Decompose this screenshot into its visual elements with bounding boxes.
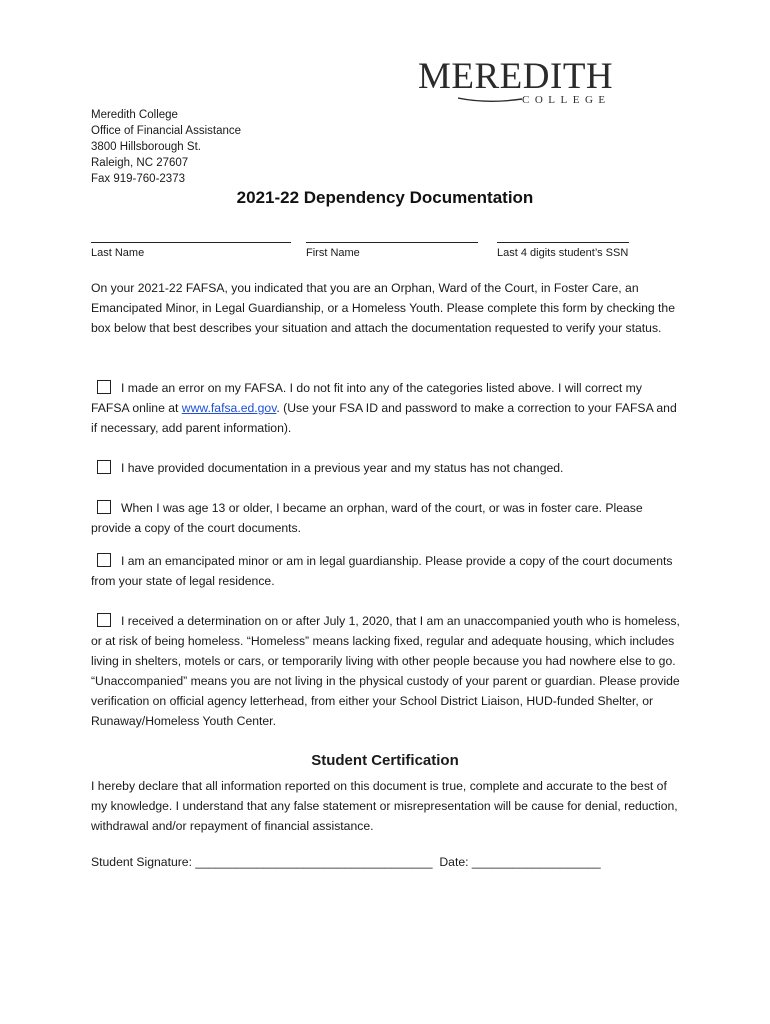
first-name-line[interactable] — [306, 236, 478, 243]
error-checkbox[interactable] — [97, 380, 111, 394]
last-name-label: Last Name — [91, 247, 145, 259]
fafsa-link[interactable]: www.fafsa.ed.gov — [181, 401, 277, 415]
address-line: Office of Financial Assistance — [91, 125, 241, 137]
certification-text: I hereby declare that all information reported on this document is true, complete and accurate to the best of my knowledge. I understand that any false statement or misrepresentation will be cause for denial, reduction, withdrawal and/or repayment of financial assistance. — [91, 779, 678, 833]
orphan-checkbox[interactable] — [97, 500, 111, 514]
ssn-field[interactable] — [497, 236, 629, 259]
option-error — [91, 378, 681, 438]
meredith-college-logo — [418, 58, 633, 108]
first-name-label: First Name — [306, 247, 360, 259]
option-error-text: I made an error on my FAFSA. I do not fit into any of the categories listed above. I will correct my FAFSA online at — [91, 381, 642, 415]
first-name-field[interactable] — [306, 236, 478, 259]
homeless-checkbox[interactable] — [97, 613, 111, 627]
ssn-label: Last 4 digits student’s SSN — [497, 247, 629, 259]
date-line[interactable]: ___________________ — [471, 855, 601, 869]
signature-line[interactable]: ___________________________________ — [195, 855, 433, 869]
option-homeless — [91, 611, 681, 731]
signature-row — [91, 855, 601, 869]
signature-label: Student Signature: — [91, 855, 196, 869]
date-label: Date: — [439, 855, 472, 869]
logo-wordmark: MEREDITH — [418, 56, 614, 97]
last-name-field[interactable] — [91, 236, 291, 259]
option-homeless-text: I received a determination on or after July 1, 2020, that I am an unaccompanied youth who is homeless, or at risk of being homeless. “Homeless” means lacking fixed, regular and adequate housing, which includes living in shelters, motels or cars, or temporarily living with other people because you had nowhere else to go. “Unaccompanied” means you are not living in the physical custody of your parent or guardian. Please provide verification on official agency letterhead, from either your School District Liaison, HUD-funded Shelter, or Runaway/Homeless Youth Center. — [91, 614, 680, 728]
address-line: Meredith College — [91, 109, 178, 121]
emancipated-checkbox[interactable] — [97, 553, 111, 567]
last-name-line[interactable] — [91, 236, 291, 243]
logo-subtitle: COLLEGE — [522, 94, 611, 106]
option-orphan-text: When I was age 13 or older, I became an orphan, ward of the court, or was in foster care. Please provide a copy of the court documents. — [91, 501, 643, 535]
office-address — [91, 107, 241, 187]
previous-checkbox[interactable] — [97, 460, 111, 474]
address-line: Raleigh, NC 27607 — [91, 157, 189, 169]
option-emancipated-text: I am an emancipated minor or am in legal guardianship. Please provide a copy of the court documents from your state of legal residence. — [91, 554, 673, 588]
logo-swoosh-icon — [458, 94, 524, 104]
option-emancipated — [91, 551, 681, 591]
option-orphan — [91, 498, 681, 538]
document-title: 2021-22 Dependency Documentation — [236, 188, 534, 207]
intro-paragraph: On your 2021-22 FAFSA, you indicated that you are an Orphan, Ward of the Court, in Foster Care, an Emancipated Minor, in Legal Guardianship, or a Homeless Youth. Please complete this form by checking the box below that best describes your situation and attach the documentation requested to verify your status. — [91, 281, 675, 335]
option-error-text-end: . (Use your FSA ID and password to make a correction to your FAFSA and if necessary, add parent information). — [91, 401, 677, 435]
address-line: 3800 Hillsborough St. — [91, 141, 201, 153]
option-previous-text: I have provided documentation in a previous year and my status has not changed. — [121, 461, 564, 475]
ssn-line[interactable] — [497, 236, 629, 243]
option-previous — [91, 458, 681, 478]
address-line: Fax 919-760-2373 — [91, 173, 185, 185]
certification-title: Student Certification — [311, 752, 459, 769]
